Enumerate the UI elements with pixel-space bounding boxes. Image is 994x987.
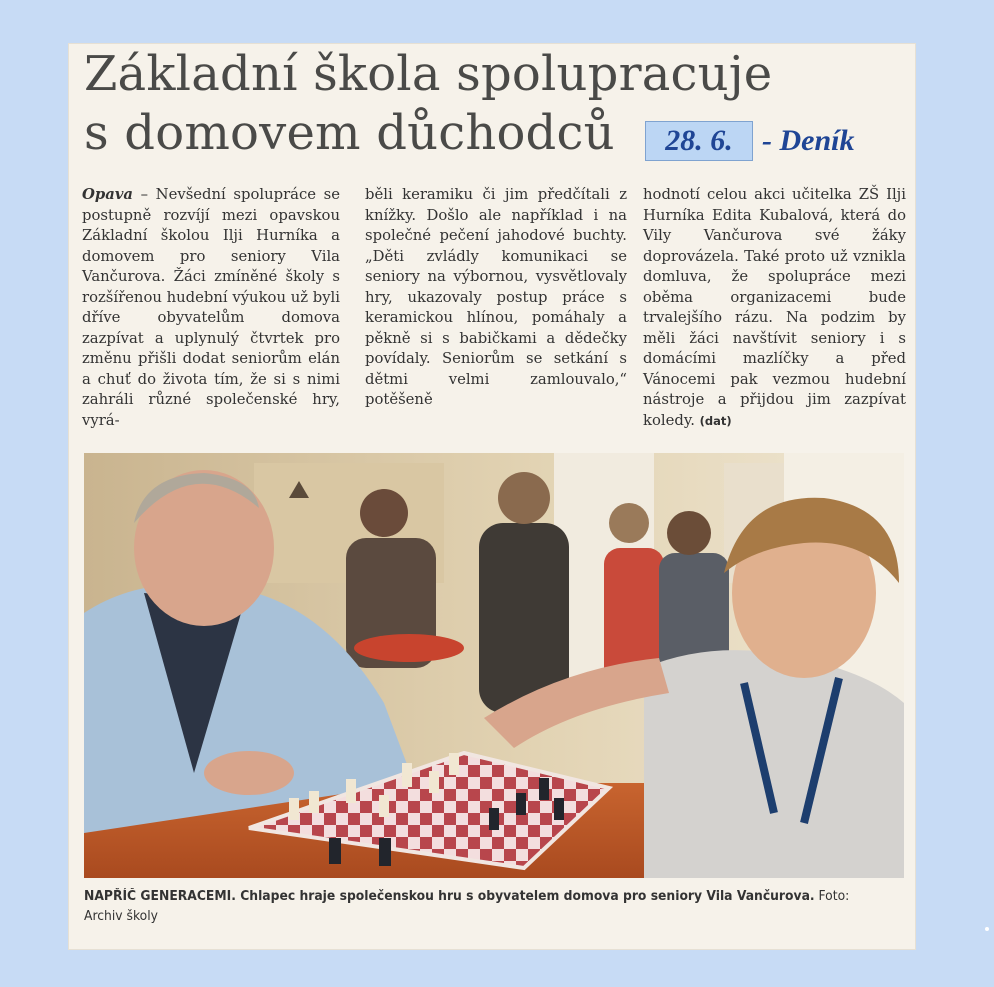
headline-line-2: s domovem důchodců (84, 105, 615, 161)
article-photo (84, 453, 904, 878)
article-column-2 (365, 185, 627, 411)
corner-mark (985, 927, 989, 931)
photo-credit: Foto: Archiv školy (84, 889, 850, 924)
caption-heading: NAPŘÍČ GENERACEMI. (84, 889, 236, 904)
source-label: - Deník (762, 124, 855, 157)
date-stamp: 28. 6. (645, 121, 753, 161)
column-1-text: – Nevšední spolupráce se postupně rozvíjí mezi opavskou Základní školou Ilji Hurníka a domovem pro seniory Vila Vančurova. Žáci zmíněné školy s rozšířenou hudební výukou už byli dříve obyvatelům domova zazpívat a uplynulý čtvrtek pro změnu přišli dodat seniorům elán a chuť do života tím, že si s nimi zahráli různé společenské hry, vyrá- (82, 186, 341, 429)
article-column-1 (82, 185, 340, 431)
author-credit: (dat) (699, 413, 732, 428)
caption-text: Chlapec hraje společenskou hru s obyvatelem domova pro seniory Vila Vančurova. (235, 889, 815, 904)
photo-caption (84, 887, 858, 927)
headline-line-1: Základní škola spolupracuje (84, 46, 773, 102)
column-2-text: běli keramiku či jim předčítali z knížky. Došlo ale například i na společné pečení jahodové buchty. „Děti zvládly komunikaci se seniory na výbornou, vysvětlovaly hry, ukazovaly postup práce s keramickou hlínou, pomáhaly a pěkně si s babičkami a dědečky povídaly. Seniorům se setkání s dětmi velmi zamlouvalo,“ potěšeně (365, 186, 627, 408)
column-3-text: hodnotí celou akci učitelka ZŠ Ilji Hurníka Edita Kubalová, která do Vily Vančurova své žáky doprovázela. Také proto už vznikla domluva, že spolupráce mezi oběma organizacemi bude trvalejšího rázu. Na podzim by měli žáci navštívit seniory i s domácími mazlíčky a před Vánocemi pak vezmou hudební nástroje a přijdou jim zazpívat koledy. (643, 186, 906, 429)
dateline: Opava (82, 186, 134, 203)
article-column-3 (643, 185, 906, 431)
